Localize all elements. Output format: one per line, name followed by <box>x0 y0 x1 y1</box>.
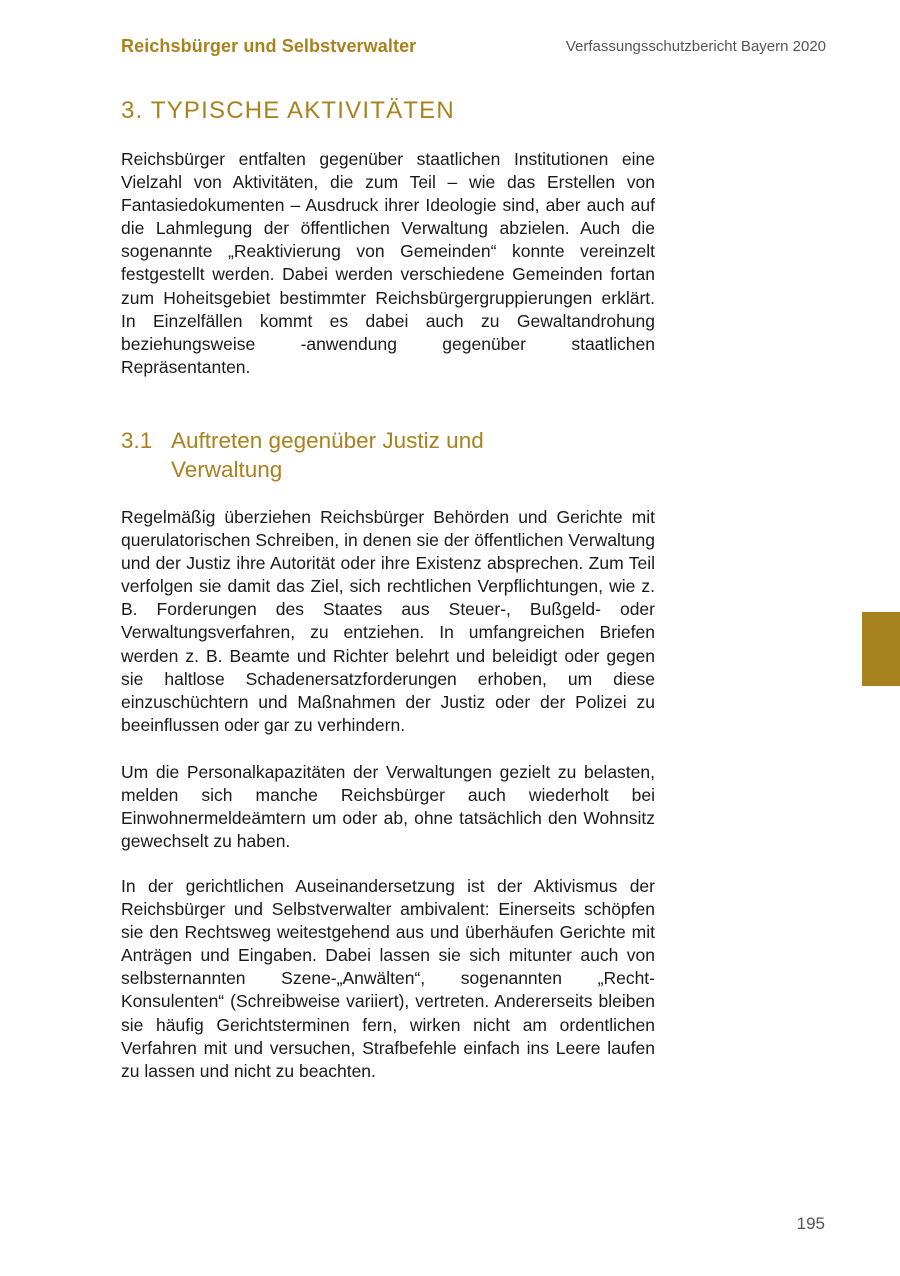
chapter-title: 3. TYPISCHE AKTIVITÄTEN <box>121 97 455 124</box>
section-paragraph: Um die Personalkapazitäten der Verwaltungen gezielt zu belasten, melden sich manche Reichsbürger auch wiederholt bei Einwohnermeldeämtern um oder ab, ohne tatsächlich den Wohnsitz gewechselt zu haben. <box>121 762 655 852</box>
chapter-tab-marker <box>862 612 900 686</box>
section-heading <box>121 426 551 484</box>
section-number: 3.1 <box>121 428 153 453</box>
section-paragraph: In der gerichtlichen Auseinandersetzung ist der Aktivismus der Reichsbürger und Selbstverwalter ambivalent: Einerseits schöpfen sie den Rechtsweg weitestgehend aus und überhäufen Gerichte mit Anträgen und Eingaben. Dabei lassen sie sich mitunter auch von selbsternannten Szene-„Anwälten“, sogenannten „Recht-Konsulenten“ (Schreibweise variiert), vertreten. Andererseits bleiben sie häufig Gerichtsterminen fern, wirken nicht am ordentlichen Verfahren mit und versuchen, Strafbefehle einfach ins Leere laufen zu lassen und nicht zu beachten. <box>121 876 655 1081</box>
section-title: Auftreten gegenüber Justiz und Verwaltung <box>171 428 484 482</box>
chapter-intro-paragraph: Reichsbürger entfalten gegenüber staatlichen Institutionen eine Vielzahl von Aktivitäten, die zum Teil – wie das Erstellen von Fantasiedokumenten – Ausdruck ihrer Ideologie sind, aber auch auf die Lahmlegung der öffentlichen Verwaltung abzielen. Auch die sogenannte „Reaktivierung von Gemeinden“ konnte vereinzelt festgestellt werden. Dabei werden verschiedene Gemeinden fortan zum Hoheitsgebiet bestimmter Reichsbürgergruppierungen erklärt. In Einzelfällen kommt es dabei auch zu Gewaltandrohung beziehungsweise -anwendung gegenüber staatlichen Repräsentanten. <box>121 149 655 377</box>
running-head-publication: Verfassungsschutzbericht Bayern 2020 <box>565 38 826 55</box>
section-paragraph: Regelmäßig überziehen Reichsbürger Behörden und Gerichte mit querulatorischen Schreiben, in denen sie der öffentlichen Verwaltung und der Justiz ihre Autorität oder ihre Existenz absprechen. Zum Teil verfolgen sie damit das Ziel, sich rechtlichen Verpflichtungen, wie z. B. Forderungen des Staates aus Steuer-, Bußgeld- oder Verwaltungsverfahren, zu entziehen. In umfangreichen Briefen werden z. B. Beamte und Richter belehrt und beleidigt oder gegen sie haltlose Schadenersatzforderungen erhoben, um diese einzuschüchtern und Maßnahmen der Justiz oder der Polizei zu beeinflussen oder gar zu verhindern. <box>121 507 655 735</box>
page-number: 195 <box>796 1214 825 1233</box>
running-head-section: Reichsbürger und Selbstverwalter <box>121 36 417 56</box>
